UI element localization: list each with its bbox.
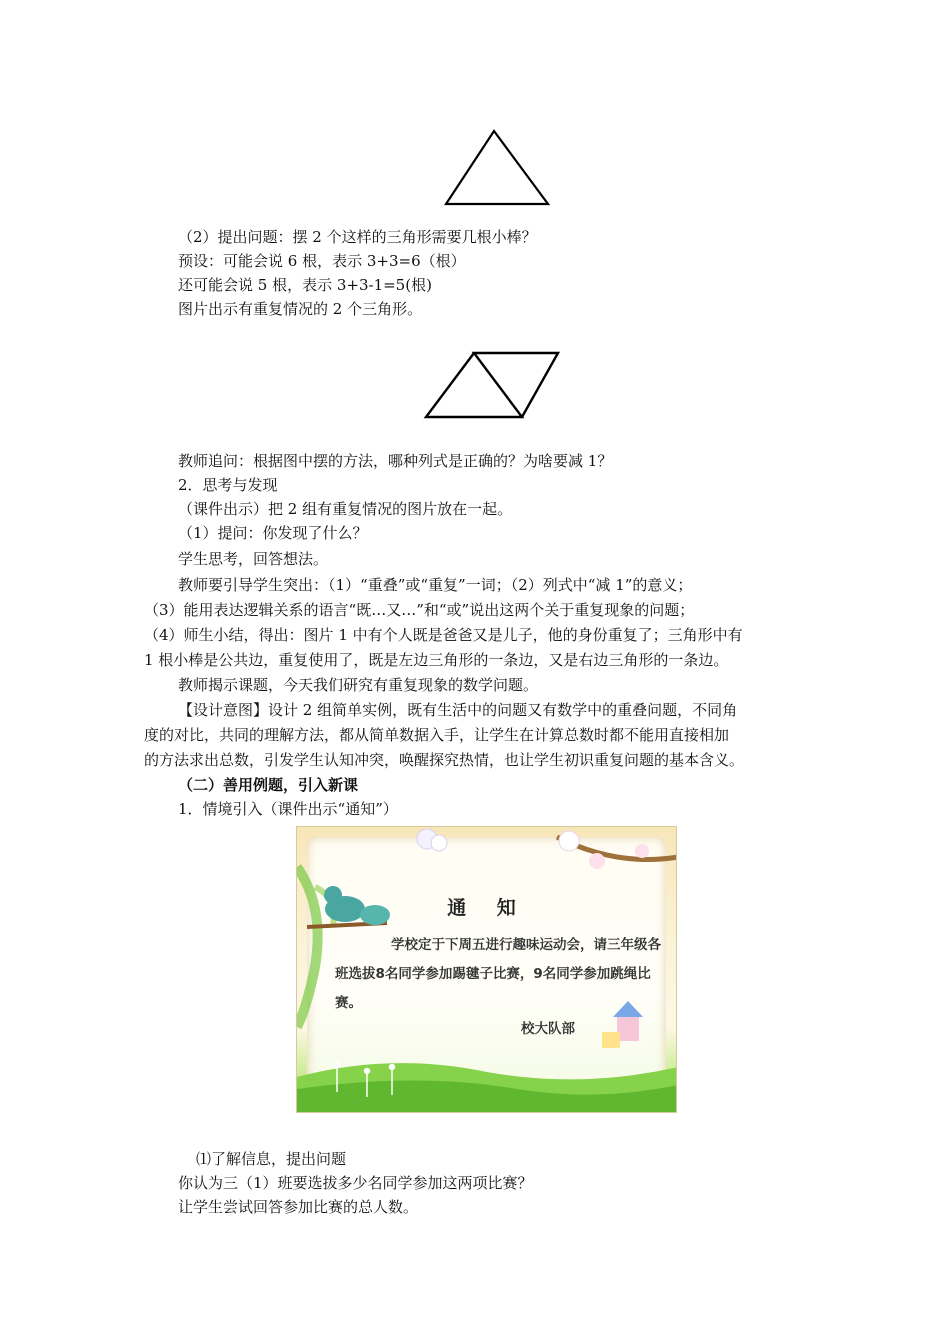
text-line: 2．思考与发现 [178,476,278,494]
text-line: ⑴了解信息，提出问题 [196,1150,347,1168]
triangles-shape [426,353,558,417]
text-line: 【设计意图】设计 2 组简单实例，既有生活中的问题又有数学中的重叠问题，不同角 [178,701,738,719]
notice-body: 学校定于下周五进行趣味运动会，请三年级各班选拔8名同学参加踢毽子比赛，9名同学参加跳绳比赛。 [335,937,661,1011]
text-line: （3）能用表达逻辑关系的语言“既…又…”和“或”说出这两个关于重复现象的问题； [144,601,695,619]
text-line: 教师要引导学生突出：（1）“重叠”或“重复”一词；（2）列式中“减 1”的意义； [178,576,693,594]
text-line: 1 根小棒是公共边，重复使用了，既是左边三角形的一条边，又是右边三角形的一条边。 [144,651,729,669]
notice-title: 通 知 [447,897,528,919]
text-line: 度的对比，共同的理解方法，都从简单数据入手，让学生在计算总数时都不能用直接相加 [144,726,730,744]
text-line: 预设：可能会说 6 根，表示 3+3=6（根） [178,252,466,270]
notice-image [296,826,677,1113]
text-line: （4）师生小结，得出：图片 1 中有个人既是爸爸又是儿子，他的身份重复了；三角形中有 [144,626,743,644]
text-line: 1．情境引入（课件出示“通知”） [178,800,398,818]
text-line: （课件出示）把 2 组有重复情况的图片放在一起。 [178,500,513,518]
text-line: 你认为三（1）班要选拔多少名同学参加这两项比赛？ [178,1174,533,1192]
text-line: 教师追问：根据图中摆的方法，哪种列式是正确的？为啥要减 1？ [178,452,613,470]
triangle-shape [446,131,548,204]
notice-signature: 校大队部 [521,1021,575,1037]
section-heading: （二）善用例题，引入新课 [178,776,359,794]
text-line: 图片出示有重复情况的 2 个三角形。 [178,300,423,318]
text-line: 的方法求出总数，引发学生认知冲突，唤醒探究热情，也让学生初识重复问题的基本含义。 [144,751,745,769]
text-line: （2）提出问题：摆 2 个这样的三角形需要几根小棒？ [178,228,537,246]
text-line: 让学生尝试回答参加比赛的总人数。 [178,1198,419,1216]
text-line: （1）提问：你发现了什么？ [178,524,368,542]
single-triangle-figure [440,125,555,210]
text-line: 学生思考，回答想法。 [178,550,329,568]
text-line: 还可能会说 5 根，表示 3+3-1=5(根) [178,276,432,294]
two-triangles-figure [418,345,568,425]
text-line: 教师揭示课题，今天我们研究有重复现象的数学问题。 [178,676,539,694]
